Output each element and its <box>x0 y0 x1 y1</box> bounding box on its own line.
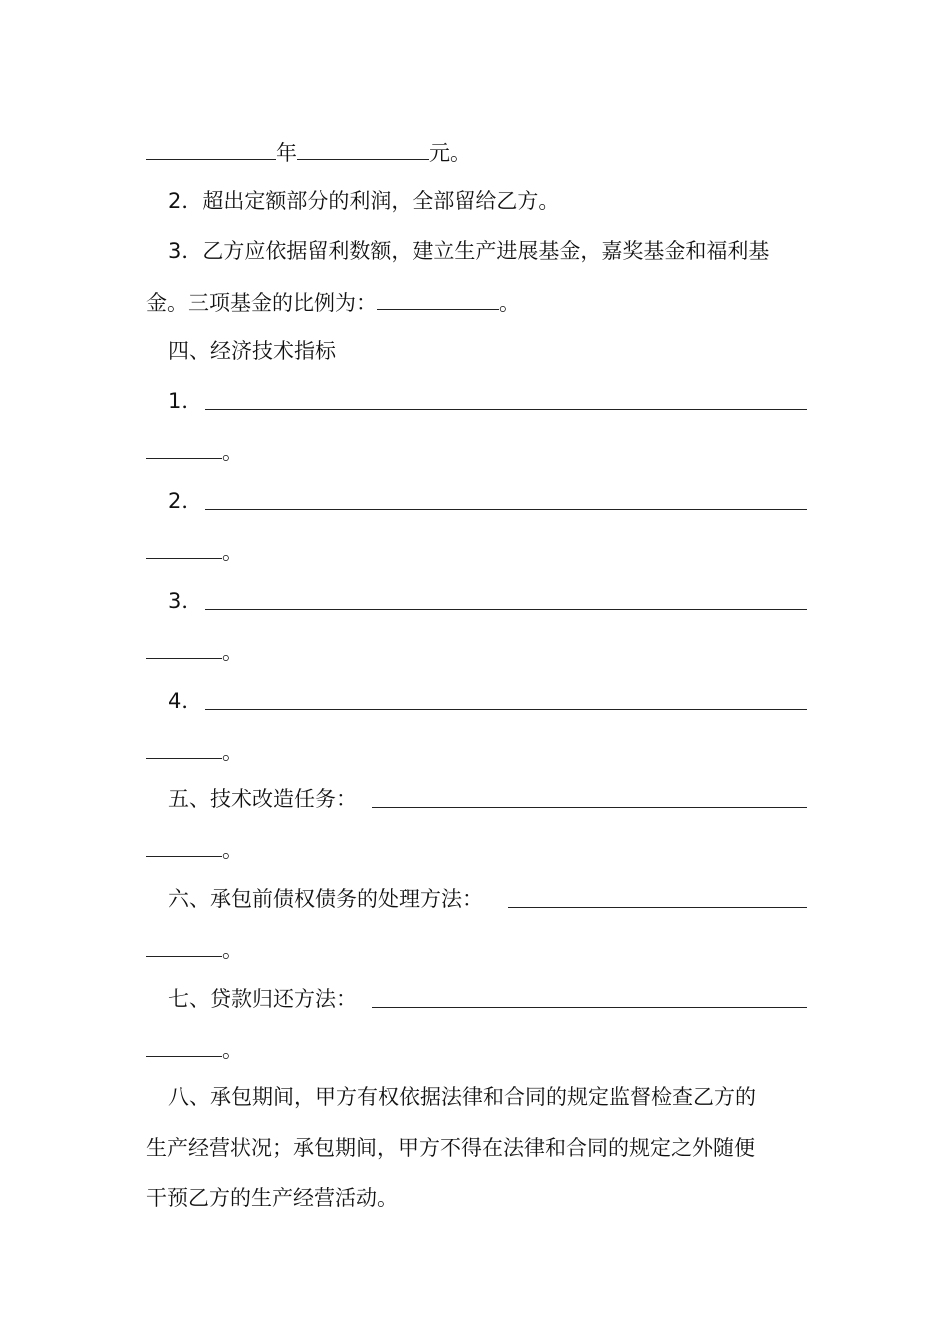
indicator-2-number: 2． <box>168 489 203 513</box>
section-6-blank <box>508 907 807 908</box>
period-mark: 。 <box>222 838 243 862</box>
section-8-line-1 <box>146 1082 830 1112</box>
section-7-cont <box>146 1034 808 1064</box>
indicator-4-blank <box>205 709 807 710</box>
section-5 <box>146 784 830 814</box>
period-mark: 。 <box>222 540 243 564</box>
indicator-1-number: 1． <box>168 389 203 413</box>
section-7 <box>146 984 830 1014</box>
section-7-blank <box>372 1007 807 1008</box>
clause-2-text: 2．超出定额部分的利润，全部留给乙方。 <box>168 189 560 213</box>
section-8-text-cont: 生产经营状况；承包期间，甲方不得在法律和合同的规定之外随便 <box>146 1136 755 1160</box>
blank-field <box>146 834 222 857</box>
indicator-2 <box>168 486 830 516</box>
indicator-4-cont <box>146 736 808 766</box>
period-mark: 。 <box>222 740 243 764</box>
indicator-1-blank <box>205 409 807 410</box>
section-6 <box>146 884 830 914</box>
indicator-2-blank <box>205 509 807 510</box>
indicator-4-number: 4． <box>168 689 203 713</box>
blank-field <box>146 436 222 459</box>
indicator-3-blank <box>205 609 807 610</box>
indicator-3 <box>168 586 830 616</box>
clause-3-text: 3．乙方应依据留利数额，建立生产进展基金，嘉奖基金和福利基 <box>168 239 770 263</box>
indicator-1-cont <box>146 436 808 466</box>
blank-field <box>146 934 222 957</box>
blank-field <box>146 1034 222 1057</box>
indicator-3-number: 3． <box>168 589 203 613</box>
clause-3-line-1 <box>146 236 830 266</box>
line-year-yuan <box>146 137 808 167</box>
section-6-cont <box>146 934 808 964</box>
section-8-text-end: 干预乙方的生产经营活动。 <box>146 1186 398 1210</box>
section-8-line-2 <box>146 1133 808 1163</box>
indicator-4 <box>168 686 830 716</box>
period-mark: 。 <box>222 1038 243 1062</box>
period-mark: 。 <box>222 640 243 664</box>
section-8-text: 八、承包期间，甲方有权依据法律和合同的规定监督检查乙方的 <box>168 1085 756 1109</box>
yuan-label: 元。 <box>429 141 471 165</box>
ratio-blank <box>377 287 499 310</box>
section-5-blank <box>372 807 807 808</box>
indicator-2-cont <box>146 536 808 566</box>
blank-field <box>146 536 222 559</box>
blank-field <box>146 137 276 160</box>
clause-2 <box>146 186 830 216</box>
blank-field <box>146 736 222 759</box>
year-label: 年 <box>276 141 297 165</box>
period-mark: 。 <box>499 291 520 315</box>
blank-field <box>146 636 222 659</box>
clause-3-line-2 <box>146 287 808 317</box>
period-mark: 。 <box>222 440 243 464</box>
period-mark: 。 <box>222 938 243 962</box>
section-7-title: 七、贷款归还方法： <box>168 987 357 1011</box>
section-6-title: 六、承包前债权债务的处理方法： <box>168 887 483 911</box>
section-4-heading <box>146 336 830 366</box>
blank-field <box>297 137 429 160</box>
section-5-cont <box>146 834 808 864</box>
section-5-title: 五、技术改造任务： <box>168 787 357 811</box>
section-4-title: 四、经济技术指标 <box>168 339 336 363</box>
indicator-1 <box>168 386 830 416</box>
indicator-3-cont <box>146 636 808 666</box>
section-8-line-3 <box>146 1183 808 1213</box>
clause-3-text-cont: 金。三项基金的比例为： <box>146 291 377 315</box>
